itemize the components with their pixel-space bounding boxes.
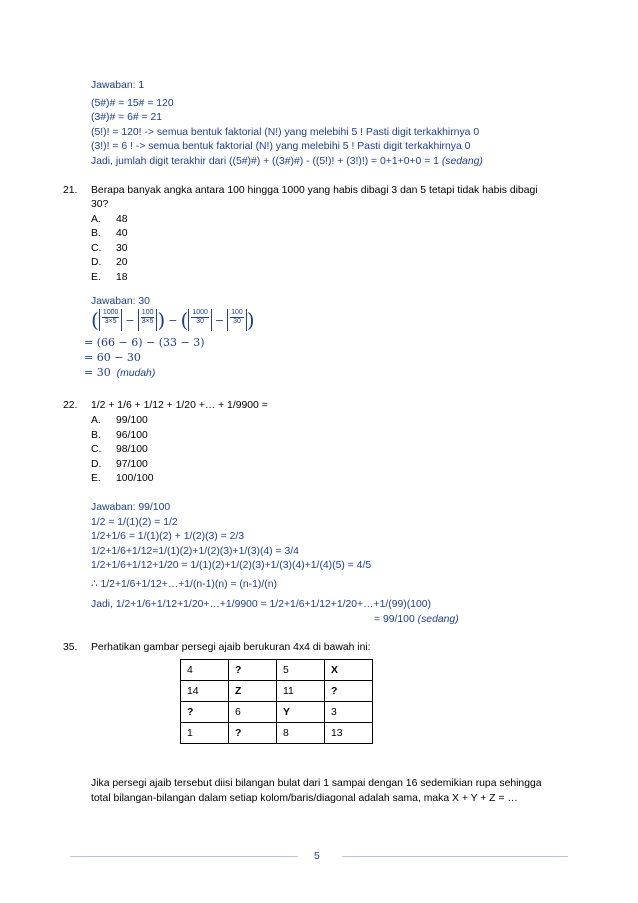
question-35-number: 35.: [63, 642, 78, 653]
option-b: [91, 429, 148, 442]
answer-20-line: (5#)# = 15# = 120: [91, 98, 174, 109]
formula-operator: −: [214, 313, 225, 327]
option-letter: C.: [91, 243, 102, 254]
question-35-paragraph: Jika persegi ajaib tersebut diisi bilangan bulat dari 1 sampai dengan 16 sedemikian rupa sehingga: [91, 778, 542, 789]
floor-term: [188, 309, 212, 331]
option-letter: E.: [91, 272, 101, 283]
question-21-text: Berapa banyak angka antara 100 hingga 1000 yang habis dibagi 3 dan 5 tetapi tidak habis dibagi: [91, 185, 538, 196]
option-value: 99/100: [116, 415, 148, 426]
table-row: [181, 660, 373, 681]
magic-square-table: [180, 659, 373, 744]
option-value: 40: [116, 228, 128, 239]
table-cell: 6: [229, 702, 277, 723]
floor-term: [138, 309, 158, 331]
answer-22-line: 1/2+1/6+1/12+1/20 = 1/(1)(2)+1/(2)(3)+1/(3)(4)+1/(4)(5) = 4/5: [91, 560, 372, 571]
option-letter: D.: [91, 459, 102, 470]
question-35-paragraph: total bilangan-bilangan dalam setiap kolom/baris/diagonal adalah sama, maka X + Y + Z = …: [91, 793, 518, 804]
option-value: 30: [116, 243, 128, 254]
question-21-text: 30?: [91, 199, 109, 210]
option-letter: D.: [91, 257, 102, 268]
table-row: [181, 681, 373, 702]
table-cell: X: [325, 660, 373, 681]
answer-21-step: = 60 − 30: [84, 351, 141, 364]
answer-20-label: Jawaban: 1: [91, 80, 145, 91]
option-letter: B.: [91, 430, 101, 441]
option-letter: A.: [91, 214, 101, 225]
option-value: 18: [116, 272, 128, 283]
question-21-number: 21.: [63, 185, 78, 196]
answer-21-final: [84, 366, 155, 380]
option-c: [91, 443, 148, 456]
table-cell: ?: [181, 702, 229, 723]
answer-20-conclusion-text: Jadi, jumlah digit terakhir dari ((5#)#) + ((3#)#) - ((5!)! + (3!)!) = 0+1+0+0 = 1: [91, 156, 439, 167]
option-c: [91, 242, 128, 255]
footer-divider: [342, 856, 568, 857]
table-cell: 3: [325, 702, 373, 723]
fraction-numerator: 100: [231, 309, 243, 317]
difficulty-label: (sedang): [441, 156, 483, 167]
option-value: 97/100: [116, 459, 148, 470]
table-cell: ?: [229, 660, 277, 681]
fraction-denominator: 3×5: [104, 318, 117, 326]
fraction-numerator: 1000: [102, 309, 119, 317]
formula-paren: (: [180, 308, 189, 332]
option-e: [91, 271, 128, 284]
option-letter: B.: [91, 228, 101, 239]
footer-divider: [70, 856, 298, 857]
table-cell: 5: [277, 660, 325, 681]
formula-paren: (: [91, 308, 99, 332]
answer-22-result: = 99/100: [374, 614, 415, 625]
option-letter: E.: [91, 473, 101, 484]
table-row: [181, 702, 373, 723]
option-value: 96/100: [116, 430, 148, 441]
option-e: [91, 472, 154, 485]
option-d: [91, 256, 128, 269]
option-value: 100/100: [116, 473, 154, 484]
answer-20-line: (5!)! = 120! -> semua bentuk faktorial (N!) yang melebihi 5 ! Pasti digit terkakhirnya 0: [91, 127, 480, 138]
formula-operator: −: [125, 313, 135, 327]
option-a: [91, 414, 148, 427]
answer-22-line: 1/2 = 1/(1)(2) = 1/2: [91, 517, 178, 528]
fraction-denominator: 30: [196, 318, 205, 326]
table-cell: 13: [325, 723, 373, 744]
floor-term: [227, 309, 247, 331]
answer-22-line: 1/2+1/6+1/12=1/(1)(2)+1/(2)(3)+1/(3)(4) = 3/4: [91, 546, 299, 557]
answer-21-formula: [91, 309, 255, 335]
option-a: [91, 213, 128, 226]
table-cell: 11: [277, 681, 325, 702]
table-cell: ?: [229, 723, 277, 744]
formula-paren: ): [246, 308, 255, 332]
formula-paren: ): [157, 308, 166, 332]
difficulty-label: (mudah): [116, 368, 156, 379]
fraction-denominator: 30: [233, 318, 241, 326]
table-cell: ?: [325, 681, 373, 702]
table-cell: Z: [229, 681, 277, 702]
table-row: [181, 723, 373, 744]
answer-22-final: [374, 613, 459, 626]
table-cell: 4: [181, 660, 229, 681]
fraction-denominator: 3×5: [141, 318, 154, 326]
answer-20-line: (3!)! = 6 ! -> semua bentuk faktorial (N!) yang melebihi 5 ! Pasti digit terkakhirnya 0: [91, 141, 471, 152]
formula-operator: −: [168, 313, 178, 327]
question-22-number: 22.: [63, 400, 78, 411]
option-letter: A.: [91, 415, 101, 426]
answer-20-conclusion: [91, 155, 483, 168]
table-cell: 1: [181, 723, 229, 744]
option-b: [91, 227, 128, 240]
fraction-numerator: 100: [141, 309, 154, 317]
answer-20-line: (3#)# = 6# = 21: [91, 112, 163, 123]
question-35-text: Perhatikan gambar persegi ajaib berukuran 4x4 di bawah ini:: [91, 642, 371, 653]
option-value: 98/100: [116, 444, 148, 455]
answer-22-line: 1/2+1/6 = 1/(1)(2) + 1/(2)(3) = 2/3: [91, 531, 245, 542]
question-22-text: 1/2 + 1/6 + 1/12 + 1/20 +… + 1/9900 =: [91, 400, 268, 411]
answer-21-label: Jawaban: 30: [91, 296, 150, 307]
option-value: 48: [116, 214, 128, 225]
table-cell: 8: [277, 723, 325, 744]
page-number: 5: [314, 851, 320, 862]
answer-22-label: Jawaban: 99/100: [91, 502, 171, 513]
fraction-numerator: 1000: [192, 309, 208, 317]
option-letter: C.: [91, 444, 102, 455]
option-value: 20: [116, 257, 128, 268]
option-d: [91, 458, 148, 471]
answer-22-line: Jadi, 1/2+1/6+1/12+1/20+…+1/9900 = 1/2+1/6+1/12+1/20+…+1/(99)(100): [91, 599, 431, 610]
table-cell: Y: [277, 702, 325, 723]
table-cell: 14: [181, 681, 229, 702]
answer-22-line: ∴ 1/2+1/6+1/12+…+1/(n-1)(n) = (n-1)/(n): [91, 579, 277, 590]
answer-21-step: = (66 − 6) − (33 − 3): [84, 336, 205, 349]
floor-term: [99, 309, 123, 331]
difficulty-label: (sedang): [417, 614, 459, 625]
answer-21-step: = 30: [84, 366, 111, 379]
